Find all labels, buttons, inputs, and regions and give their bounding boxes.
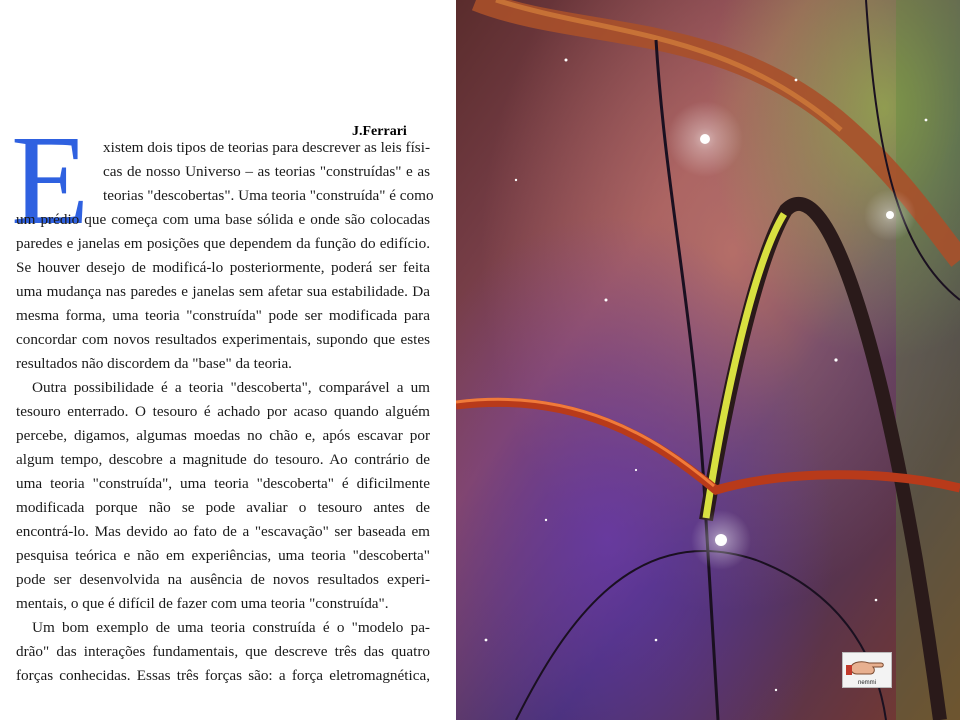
article-line: Outra possibilidade é a teoria "descoberta", comparável a um: [32, 379, 430, 396]
article-line: drão" das interações fundamentais, que descreve três das quatro: [16, 643, 430, 660]
drop-cap: E: [11, 109, 90, 251]
article-line: teorias "descobertas". Uma teoria "construída" é como: [103, 187, 434, 204]
article-line: modificada porque não se pode avaliar o tesouro antes de: [16, 499, 430, 516]
author-name: J.Ferrari: [352, 124, 407, 139]
article-line: resultados não discordem da "base" da teoria.: [16, 355, 292, 372]
article-line: mentais, o que é difícil de fazer com uma teoria "construída".: [16, 595, 389, 612]
article-line: forças conhecidas. Essas três forças são: a força eletromagnética,: [16, 667, 430, 684]
article-line: um prédio que começa com uma base sólida e onde são colocadas: [16, 211, 430, 228]
cosmic-illustration: [456, 0, 960, 720]
logo-label: nemmi: [857, 680, 876, 686]
article-line: uma teoria "construída", uma teoria "descoberta" é dificilmente: [16, 475, 430, 492]
article-line: pesquisa teórica e não em experiências, uma teoria "descoberta": [16, 547, 430, 564]
article-line: xistem dois tipos de teorias para descrever as leis físi-: [103, 139, 430, 156]
article-line: algum tempo, descobre a magnitude do tesouro. Ao contrário de: [16, 451, 430, 468]
article-page: [0, 0, 456, 720]
article-line: pode ser desenvolvida na ausência de novos resultados experi-: [16, 571, 430, 588]
article-line: Um bom exemplo de uma teoria construída é o "modelo pa-: [32, 619, 430, 636]
article-line: mesma forma, uma teoria "construída" pode ser modificada para: [16, 307, 430, 324]
article-line: concordar com novos resultados experimentais, supondo que estes: [16, 331, 430, 348]
article-line: percebe, digamos, algumas moedas no chão e, após escavar por: [16, 427, 430, 444]
article-line: cas de nosso Universo – as teorias "construídas" e as: [103, 163, 430, 180]
article-line: Se houver desejo de modificá-lo posteriormente, poderá ser feita: [16, 259, 430, 276]
hand-pointer-icon: [843, 653, 891, 679]
article-line: tesouro enterrado. O tesouro é achado por acaso quando alguém: [16, 403, 430, 420]
logo-badge: [842, 652, 892, 688]
cosmic-illustration-svg: [456, 0, 960, 720]
article-line: uma mudança nas paredes e janelas sem afetar sua estabilidade. Da: [16, 283, 430, 300]
article-line: paredes e janelas em posições que dependem da função do edifício.: [16, 235, 430, 252]
article-line: encontrá-lo. Mas devido ao fato de a "escavação" ser baseada em: [16, 523, 430, 540]
